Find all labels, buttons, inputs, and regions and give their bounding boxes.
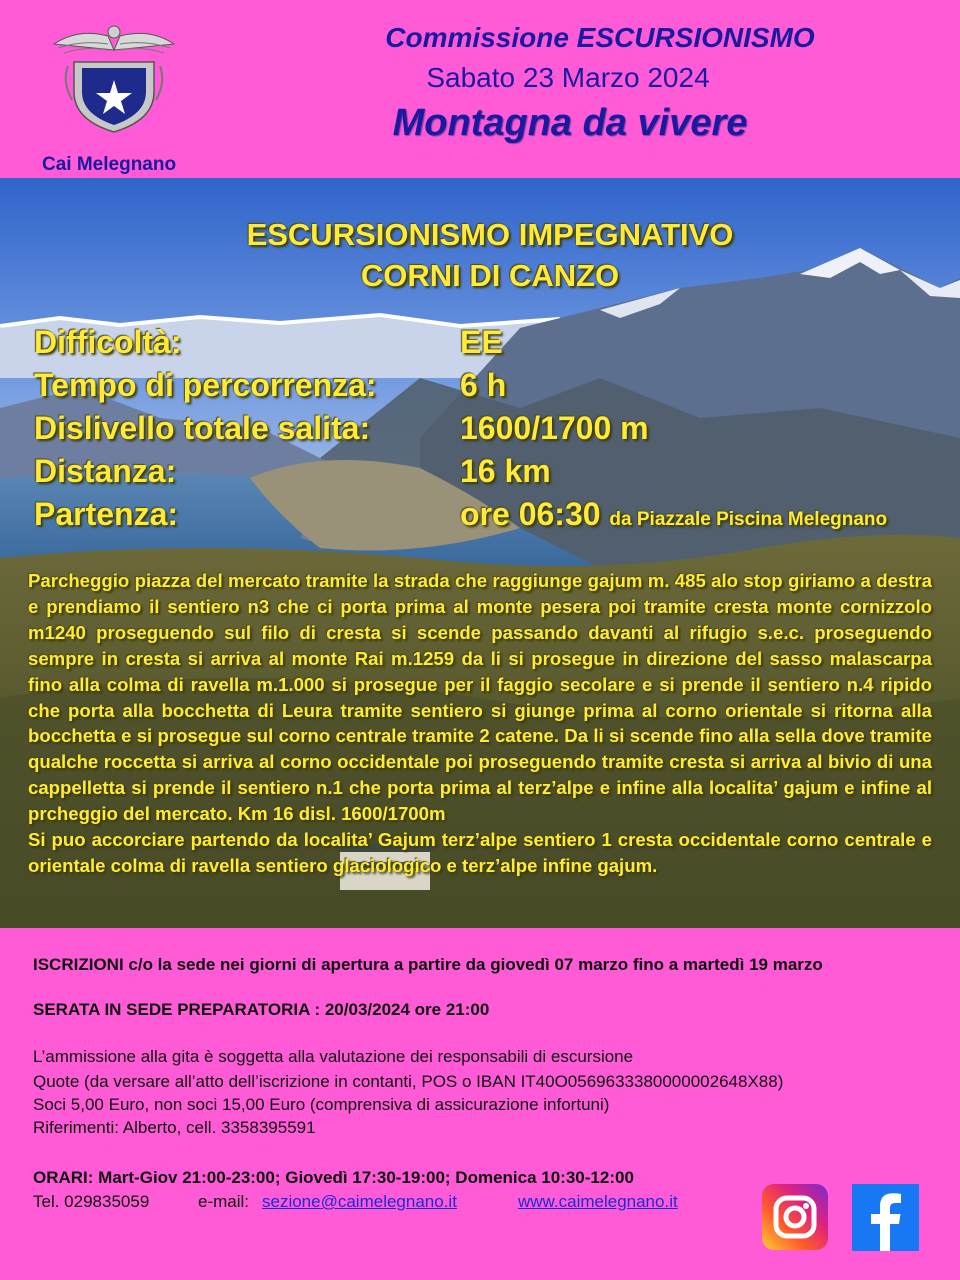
prices-note: Soci 5,00 Euro, non soci 15,00 Euro (comprensiva di assicurazione infortuni) [33, 1095, 610, 1114]
instagram-icon[interactable] [762, 1184, 828, 1250]
admission-note: L’ammissione alla gita è soggetta alla valutazione dei responsabili di escursione [33, 1047, 634, 1066]
route-description [28, 568, 932, 879]
contacts-note: Riferimenti: Alberto, cell. 3358395591 [33, 1118, 316, 1137]
email-label: e-mail: [198, 1192, 250, 1211]
registration-info: ISCRIZIONI c/o la sede nei giorni di apertura a partire da giovedì 07 marzo fino a martedì 19 marzo [33, 955, 823, 974]
section-name: Cai Melegnano [42, 154, 177, 175]
stat-value-difficulty: EE [460, 324, 503, 360]
stat-label-departure: Partenza: [34, 496, 179, 532]
route-alternative: Si puo accorciare partendo da localita’ Gajum terz’alpe sentiero 1 cresta occidentale corno centrale e orientale colma di ravella sentiero glaciologico e terz’alpe infine gajum. [28, 829, 932, 876]
hike-level: ESCURSIONISMO IMPEGNATIVO [246, 217, 734, 252]
departure-time: ore 06:30 [460, 496, 601, 532]
stat-label-duration: Tempo di percorrenza: [34, 367, 377, 403]
stat-value-elevation: 1600/1700 m [460, 410, 649, 446]
stat-label-difficulty: Difficoltà: [34, 324, 182, 360]
stat-value-departure [460, 496, 887, 533]
phone-number: Tel. 029835059 [33, 1192, 150, 1211]
stat-label-distance: Distanza: [34, 453, 177, 489]
email-link[interactable]: sezione@caimelegnano.it [262, 1192, 457, 1211]
stat-value-duration: 6 h [460, 367, 507, 403]
facebook-icon[interactable] [852, 1184, 919, 1251]
stat-value-distance: 16 km [460, 453, 551, 489]
hike-name: CORNI DI CANZO [360, 258, 620, 293]
website-link[interactable]: www.caimelegnano.it [518, 1192, 678, 1211]
stat-label-elevation: Dislivello totale salita: [34, 410, 371, 446]
departure-place: da Piazzale Piscina Melegnano [609, 509, 888, 530]
route-text: Parcheggio piazza del mercato tramite la strada che raggiunge gajum m. 485 alo stop giriamo a destra e prendiamo il sentiero n3 che ci porta prima al monte pesera poi tramite cresta monte cornizzolo m1240 proseguendo sul filo di cresta si scende passando davanti al rifugio s.e.c. proseguendo sempre in cresta si arriva al monte Rai m.1259 da li si prosegue in direzione del sasso malascarpa fino alla colma di ravella m.1.000 si prosegue per il faggio secolare e si prende il sentiero n.4 ripido che porta alla bocchetta di Leura tramite sentiero si giunge prima al corno orientale si ritorna alla bocchetta e si prosegue sul corno centrale tramite 2 catene. Da li si scende fino alla sella dove tramite qualche roccetta si arriva al corno occidentale poi proseguendo tramite cresta si arriva al bivio di una cappelletta si prende il sentiero n.1 che porta prima al terz’alpe e infine alla localita’ gajum e infine al prcheggio del mercato. Km 16 disl. 1600/1700m [28, 570, 932, 825]
fees-note: Quote (da versare all’atto dell’iscrizione in contanti, POS o IBAN IT40O0569633380000002648X88) [33, 1072, 784, 1091]
preparatory-evening: SERATA IN SEDE PREPARATORIA : 20/03/2024 ore 21:00 [33, 1000, 490, 1019]
slogan: Montagna da vivere [392, 102, 748, 144]
commission-title: Commissione ESCURSIONISMO [385, 22, 815, 53]
opening-hours: ORARI: Mart-Giov 21:00-23:00; Giovedì 17:30-19:00; Domenica 10:30-12:00 [33, 1168, 634, 1187]
event-date: Sabato 23 Marzo 2024 [426, 62, 710, 93]
